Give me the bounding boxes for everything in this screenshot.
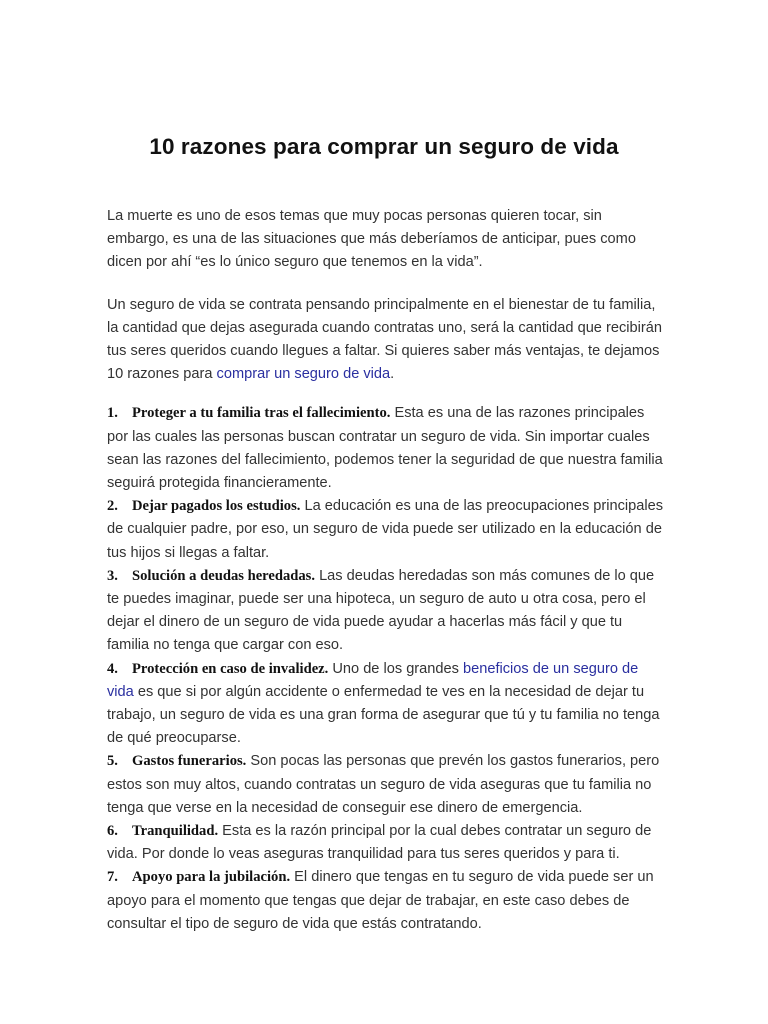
document-body [107,205,667,936]
reason-number: 4. [107,660,118,677]
reason-item-6 [107,820,667,866]
reason-text: Son pocas las personas que prevén los gastos funerarios, pero estos son muy altos, cuando contratas un seguro de vida aseguras que tu familia no tenga que verse en la necesidad de conseguir ese dinero de emergencia. [107,753,660,816]
reason-item-3 [107,565,667,658]
reason-item-1 [107,402,667,495]
reason-heading: Apoyo para la jubilación. [132,869,291,886]
reason-text: Las deudas heredadas son más comunes de lo que te puedes imaginar, puede ser una hipoteca, un seguro de auto u otra cosa, pero el dejar el dinero de un seguro de vida puede ayudar a hacerlas más fácil y que tu familia no tenga que cargar con eso. [107,567,655,654]
link-beneficios-seguro-de-vida[interactable]: beneficios de un seguro de vida [107,660,639,700]
document-title: 10 razones para comprar un seguro de vida [149,134,619,159]
reason-number: 2. [107,498,118,515]
reason-text: El dinero que tengas en tu seguro de vida puede ser un apoyo para el momento que tengas que dejar de trabajar, en este caso debes de consultar el tipo de seguro de vida que estás contratando. [107,869,654,932]
reason-number: 1. [107,405,118,422]
reasons-list [107,402,667,936]
reason-heading: Tranquilidad. [132,823,219,840]
reason-heading: Protección en caso de invalidez. [132,660,329,677]
reason-heading: Gastos funerarios. [132,753,247,770]
reason-item-7 [107,866,667,936]
reason-text: Uno de los grandes [328,660,463,677]
intro-paragraph-2 [107,294,667,387]
reason-number: 7. [107,869,118,886]
reason-text: Esta es una de las razones principales por las cuales las personas buscan contratar un seguro de vida. Sin importar cuales sean las razones del fallecimiento, podemos tener la seguridad de que nuestra familia seguirá protegida financieramente. [107,405,663,492]
intro-paragraph-1 [107,205,667,275]
reason-item-2 [107,495,667,565]
reason-number: 6. [107,823,118,840]
reason-text: La educación es una de las preocupaciones principales de cualquier padre, por eso, un seguro de vida puede ser utilizado en la educación de tus hijos si llegas a faltar. [107,498,664,561]
reason-item-5 [107,750,667,820]
reason-heading: Solución a deudas heredadas. [132,567,316,584]
intro-paragraph-2-end: . [390,366,395,383]
reason-number: 3. [107,567,118,584]
reason-heading: Dejar pagados los estudios. [132,498,301,515]
reason-heading: Proteger a tu familia tras el fallecimiento. [132,405,391,422]
link-comprar-seguro-de-vida[interactable]: comprar un seguro de vida [216,366,391,383]
reason-number: 5. [107,753,118,770]
intro-paragraph-1-text: La muerte es uno de esos temas que muy pocas personas quieren tocar, sin embargo, es una de las situaciones que más deberíamos de anticipar, pues como dicen por ahí “es lo único seguro que tenemos en la vida”. [107,208,636,271]
intro-paragraph-2-text: Un seguro de vida se contrata pensando principalmente en el bienestar de tu familia, la cantidad que dejas asegurada cuando contratas uno, será la cantidad que recibirán tus seres queridos cuando llegues a faltar. Si quieres saber más ventajas, te dejamos 10 razones para [107,296,662,383]
reason-item-4 [107,658,667,751]
reason-text: Esta es la razón principal por la cual debes contratar un seguro de vida. Por donde lo veas aseguras tranquilidad para tus seres queridos y para ti. [107,823,652,863]
reason-text-end: es que si por algún accidente o enfermedad te ves en la necesidad de dejar tu trabajo, un seguro de vida es una gran forma de asegurar que tú y tu familia no tenga de qué preocuparse. [107,683,660,747]
